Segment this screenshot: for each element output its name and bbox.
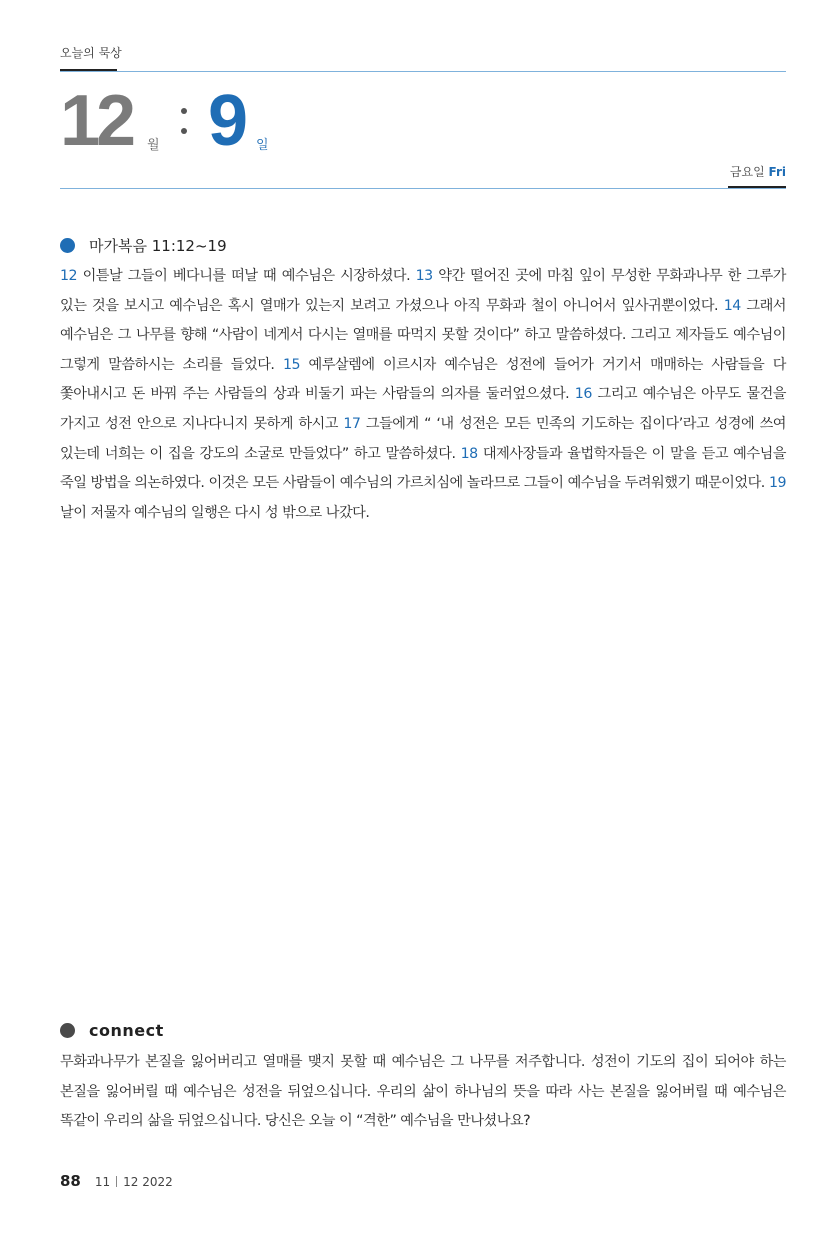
verse-text: 대제사장들과 율법학자들은 이 말을 듣고 예수님을 죽일 방법을 의논하였다. 이것은 모든 사람들이 예수님의 가르치심에 놀라므로 그들이 예수님을 두려워했기 때문이었다. [60, 445, 787, 492]
verse-text: 이튿날 그들이 베다니를 떠날 때 예수님은 시장하셨다. [82, 268, 411, 284]
verse-number: 16 [574, 386, 592, 403]
verse-number: 18 [460, 445, 478, 462]
verse-number: 15 [282, 356, 300, 373]
circle-bullet-icon [60, 1023, 75, 1038]
verse-text: 그리고 예수님은 아무도 물건을 가지고 성전 안으로 지나다니지 못하게 하시고 [60, 386, 787, 432]
header-label: 오늘의 묵상 [60, 46, 122, 60]
weekday [730, 163, 786, 180]
verse-text: 그래서 예수님은 그 나무를 향해 “사람이 네게서 다시는 열매를 따먹지 못할 것이다” 하고 말씀하셨다. 그리고 제자들도 예수님이 그렇게 말씀하시는 소리를 들었다. [60, 297, 786, 373]
verse-number: 13 [415, 268, 433, 284]
scripture-reference: 마가복음 11:12~19 [89, 237, 227, 255]
header-rule [60, 71, 786, 72]
page-number: 88 [60, 1172, 81, 1190]
verse-text: 날이 저물자 예수님의 일행은 다시 성 밖으로 나갔다. [60, 504, 370, 521]
connect-title: connect [89, 1021, 164, 1040]
weekday-english: Fri [768, 165, 786, 179]
issue-label [95, 1175, 173, 1189]
weekday-rule [60, 188, 786, 189]
page-footer [60, 1172, 173, 1190]
day-unit: 일 [256, 138, 269, 153]
verse-number: 14 [723, 297, 741, 314]
circle-bullet-icon [60, 238, 75, 253]
issue-month: 11 [94, 1175, 111, 1189]
verse-text: 약간 떨어진 곳에 마침 잎이 무성한 무화과나무 한 그루가 있는 것을 보시고 예수님은 혹시 열매가 있는지 보려고 가셨으나 아직 무화과 철이 아니어서 잎사귀뿐이었다. [60, 268, 786, 314]
day-number: 9 [208, 81, 249, 161]
month-number: 12 [60, 81, 133, 161]
weekday-korean: 금요일 [729, 165, 765, 179]
issue-separator [116, 1176, 117, 1187]
connect-heading [60, 1021, 164, 1040]
verse-number: 17 [343, 415, 361, 432]
verse-number: 19 [768, 475, 786, 492]
issue-year: 12 2022 [123, 1175, 173, 1189]
scripture-text [60, 262, 786, 528]
verse-number: 12 [60, 268, 78, 284]
connect-body: 무화과나무가 본질을 잃어버리고 열매를 맺지 못할 때 예수님은 그 나무를 저주합니다. 성전이 기도의 집이 되어야 하는 본질을 잃어버릴 때 예수님은 성전을 뒤엎으십니다. 우리의 삶이 하나님의 뜻을 따라 사는 본질을 잃어버릴 때 예수님은 똑같이 우리의 삶을 뒤엎으십니다. 당신은 오늘 이 “격한” 예수님을 만나셨나요? [60, 1054, 786, 1130]
scripture-heading [60, 235, 227, 256]
date-colon [180, 104, 188, 140]
verse-text: 그들에게 “ ‘내 성전은 모든 민족의 기도하는 집이다’라고 성경에 쓰여 있는데 너희는 이 집을 강도의 소굴로 만들었다” 하고 말씀하셨다. [60, 415, 787, 462]
month-unit: 월 [147, 138, 160, 153]
verse-text: 예루살렘에 이르시자 예수님은 성전에 들어가 거기서 매매하는 사람들을 다 쫓아내시고 돈 바꿔 주는 사람들의 상과 비둘기 파는 사람들의 의자를 둘러엎으셨다. [60, 356, 786, 403]
